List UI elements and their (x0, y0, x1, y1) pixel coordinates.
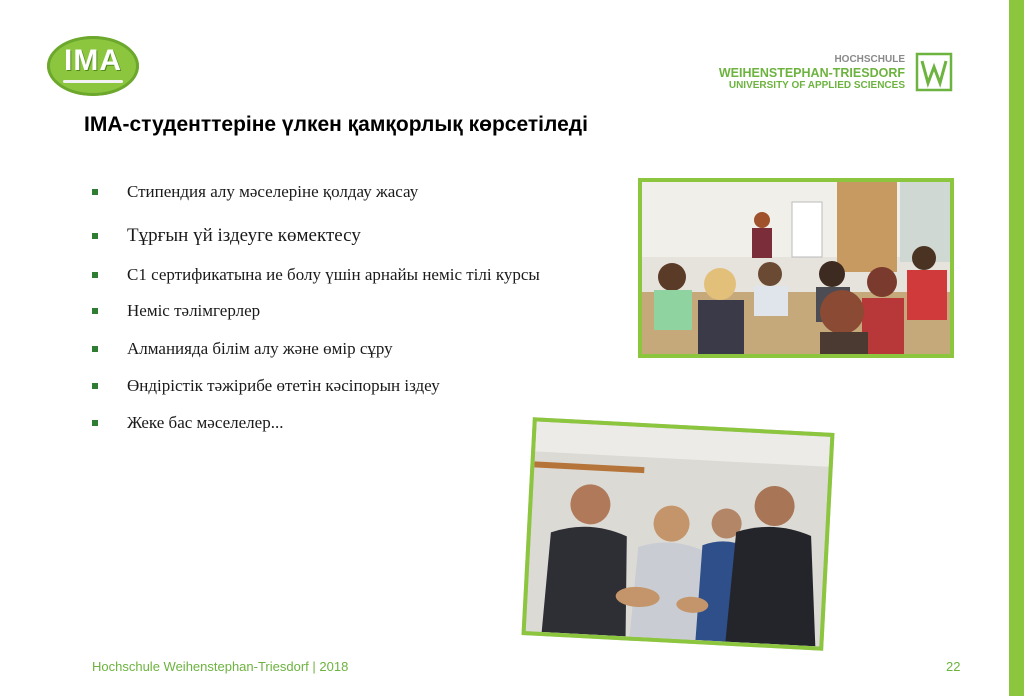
university-logo-line-3: UNIVERSITY OF APPLIED SCIENCES (728, 80, 905, 91)
university-logo-line-1: HOCHSCHULE (834, 54, 905, 65)
bullet-square-icon (92, 308, 98, 314)
bullet-square-icon (92, 420, 98, 426)
bullet-square-icon (92, 189, 98, 195)
bullet-text: Тұрғын үй іздеуге көмектесу (127, 225, 361, 246)
slide-title: IMA-студенттеріне үлкен қамқорлық көрсетіледі (84, 113, 588, 136)
footer-text: Hochschule Weihenstephan-Triesdorf | 2018 (92, 659, 349, 674)
bullet-square-icon (92, 272, 98, 278)
ima-logo-text: IMA (64, 44, 122, 77)
bullet-square-icon (92, 346, 98, 352)
classroom-photo-image (642, 182, 950, 354)
students-photo-image (526, 421, 831, 646)
students-photo (522, 417, 835, 651)
bullet-text: С1 сертификатына ие болу үшін арнайы неміс тілі курсы (127, 265, 540, 284)
ima-logo (47, 36, 139, 96)
bullet-square-icon (92, 233, 98, 239)
university-mark-icon (915, 52, 953, 92)
bullet-text: Өндірістік тәжірибе өтетін кәсіпорын іздеу (127, 376, 440, 395)
university-logo (712, 52, 957, 94)
bullet-text: Алманияда білім алу және өмір сұру (127, 339, 393, 358)
bullet-text: Жеке бас мәселелер... (127, 413, 284, 432)
ima-logo-underline (63, 80, 123, 83)
bullet-text: Неміс тәлімгерлер (127, 301, 261, 320)
right-accent-stripe (1009, 0, 1024, 696)
classroom-photo (638, 178, 954, 358)
bullet-text: Стипендия алу мәселеріне қолдау жасау (127, 182, 419, 201)
university-logo-line-2: WEIHENSTEPHAN-TRIESDORF (718, 66, 905, 80)
bullet-square-icon (92, 383, 98, 389)
page-number: 22 (946, 659, 961, 674)
